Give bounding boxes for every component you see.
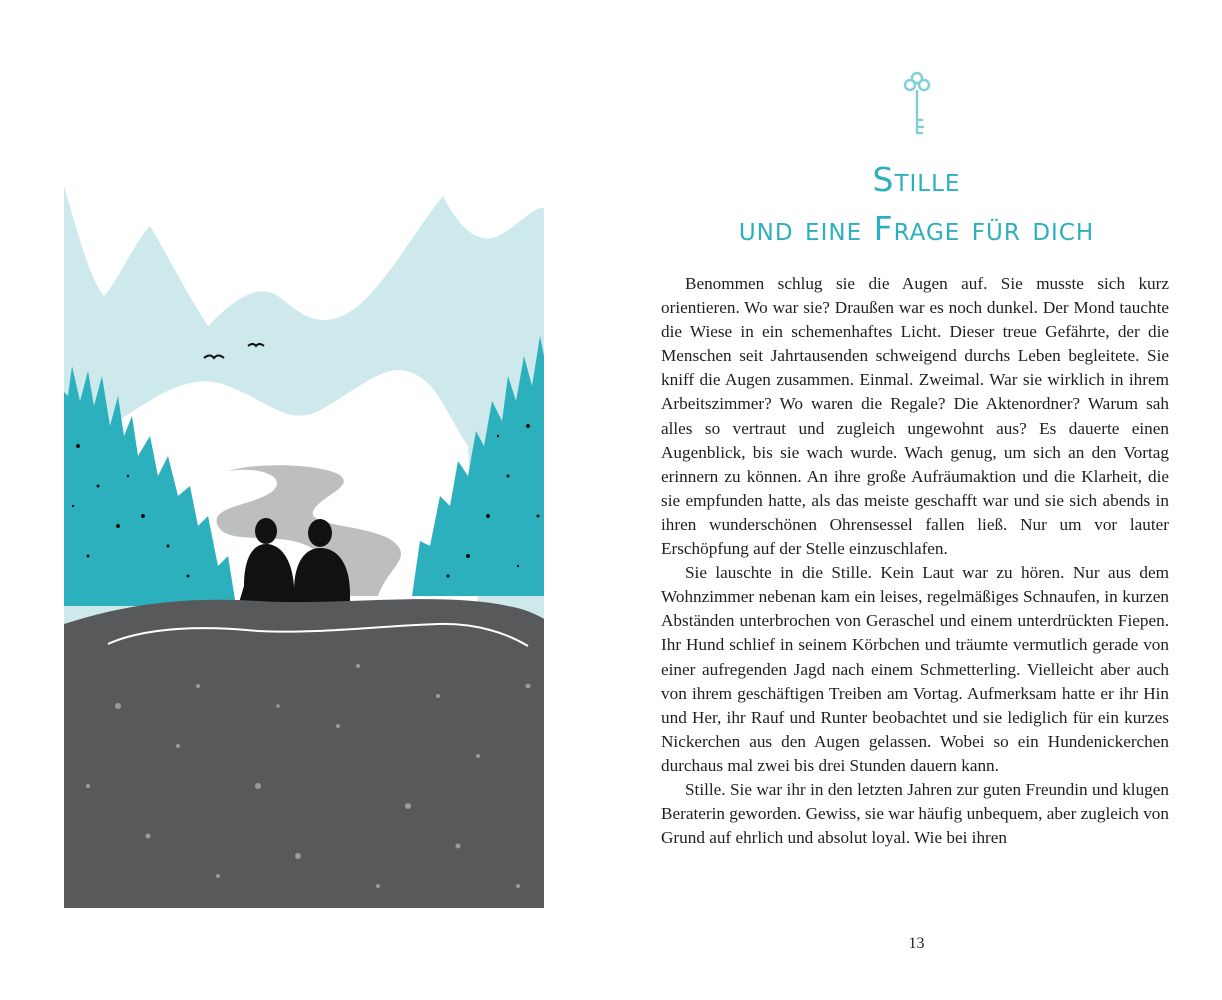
key-icon [902,70,932,138]
chapter-title-line-1: Stille [872,160,961,199]
mountain-landscape-two-figures-illustration [58,186,554,908]
body-text [661,272,1169,850]
right-page [611,0,1222,1000]
paragraph: Stille. Sie war ihr in den letzten Jahren zur guten Freundin und klugen Beraterin geworden. Gewiss, sie war häufig unbequem, aber zugleich von Grund auf ehrlich und absolut loyal. Wie bei ihren [661,779,1169,848]
paragraph: Sie lauschte in die Stille. Kein Laut war zu hören. Nur aus dem Wohnzimmer nebenan kam ein leises, regelmäßiges Schnaufen, in kurzen Abständen unterbrochen von Geraschel und einem unterdrückten Fiepen. Ihr Hund schlief in seinem Körbchen und träumte vermutlich gerade von einer aufregenden Jagd nach einem Schmetterling. Vielleicht aber auch von ihrem geschäftigen Treiben am Vortag. Aufmerksam hatte er ihr Hin und Her, ihr Rauf und Runter beobachtet und sie lediglich für ein kurzes Nickerchen aus den Augen gelassen. Wobei so ein Hundenickerchen durchaus mal zwei bis drei Stunden dauern kann. [661,563,1169,775]
rock-base-shape [58,599,554,908]
paragraph: Benommen schlug sie die Augen auf. Sie musste sich kurz orientieren. Wo war sie? Draußen war es noch dunkel. Der Mond tauchte die Wiese in ein schemenhaftes Licht. Dieser treue Gefährte, der die Menschen seit Jahrtausenden schweigend durchs Leben begleitete. Sie kniff die Augen zusammen. Einmal. Zweimal. War sie wirklich in ihrem Arbeitszimmer? Wo waren die Regale? Die Aktenordner? Warum sah alles so vertraut und zugleich ungewohnt aus? Es dauerte einen Augenblick, bis sie wach wurde. Wach genug, um sich an den Vortag erinnern zu können. An ihre große Aufräumaktion und die Klarheit, die sie empfunden hatte, als das meiste geschafft war und sie sich abends in ihren wunderschönen Ohrensessel fallen ließ. Nur um vor lauter Erschöpfung auf der Stelle einzuschlafen. [661,274,1169,559]
page-number: 13 [908,935,925,952]
chapter-title-line-2: und eine Frage für dich [738,209,1095,248]
